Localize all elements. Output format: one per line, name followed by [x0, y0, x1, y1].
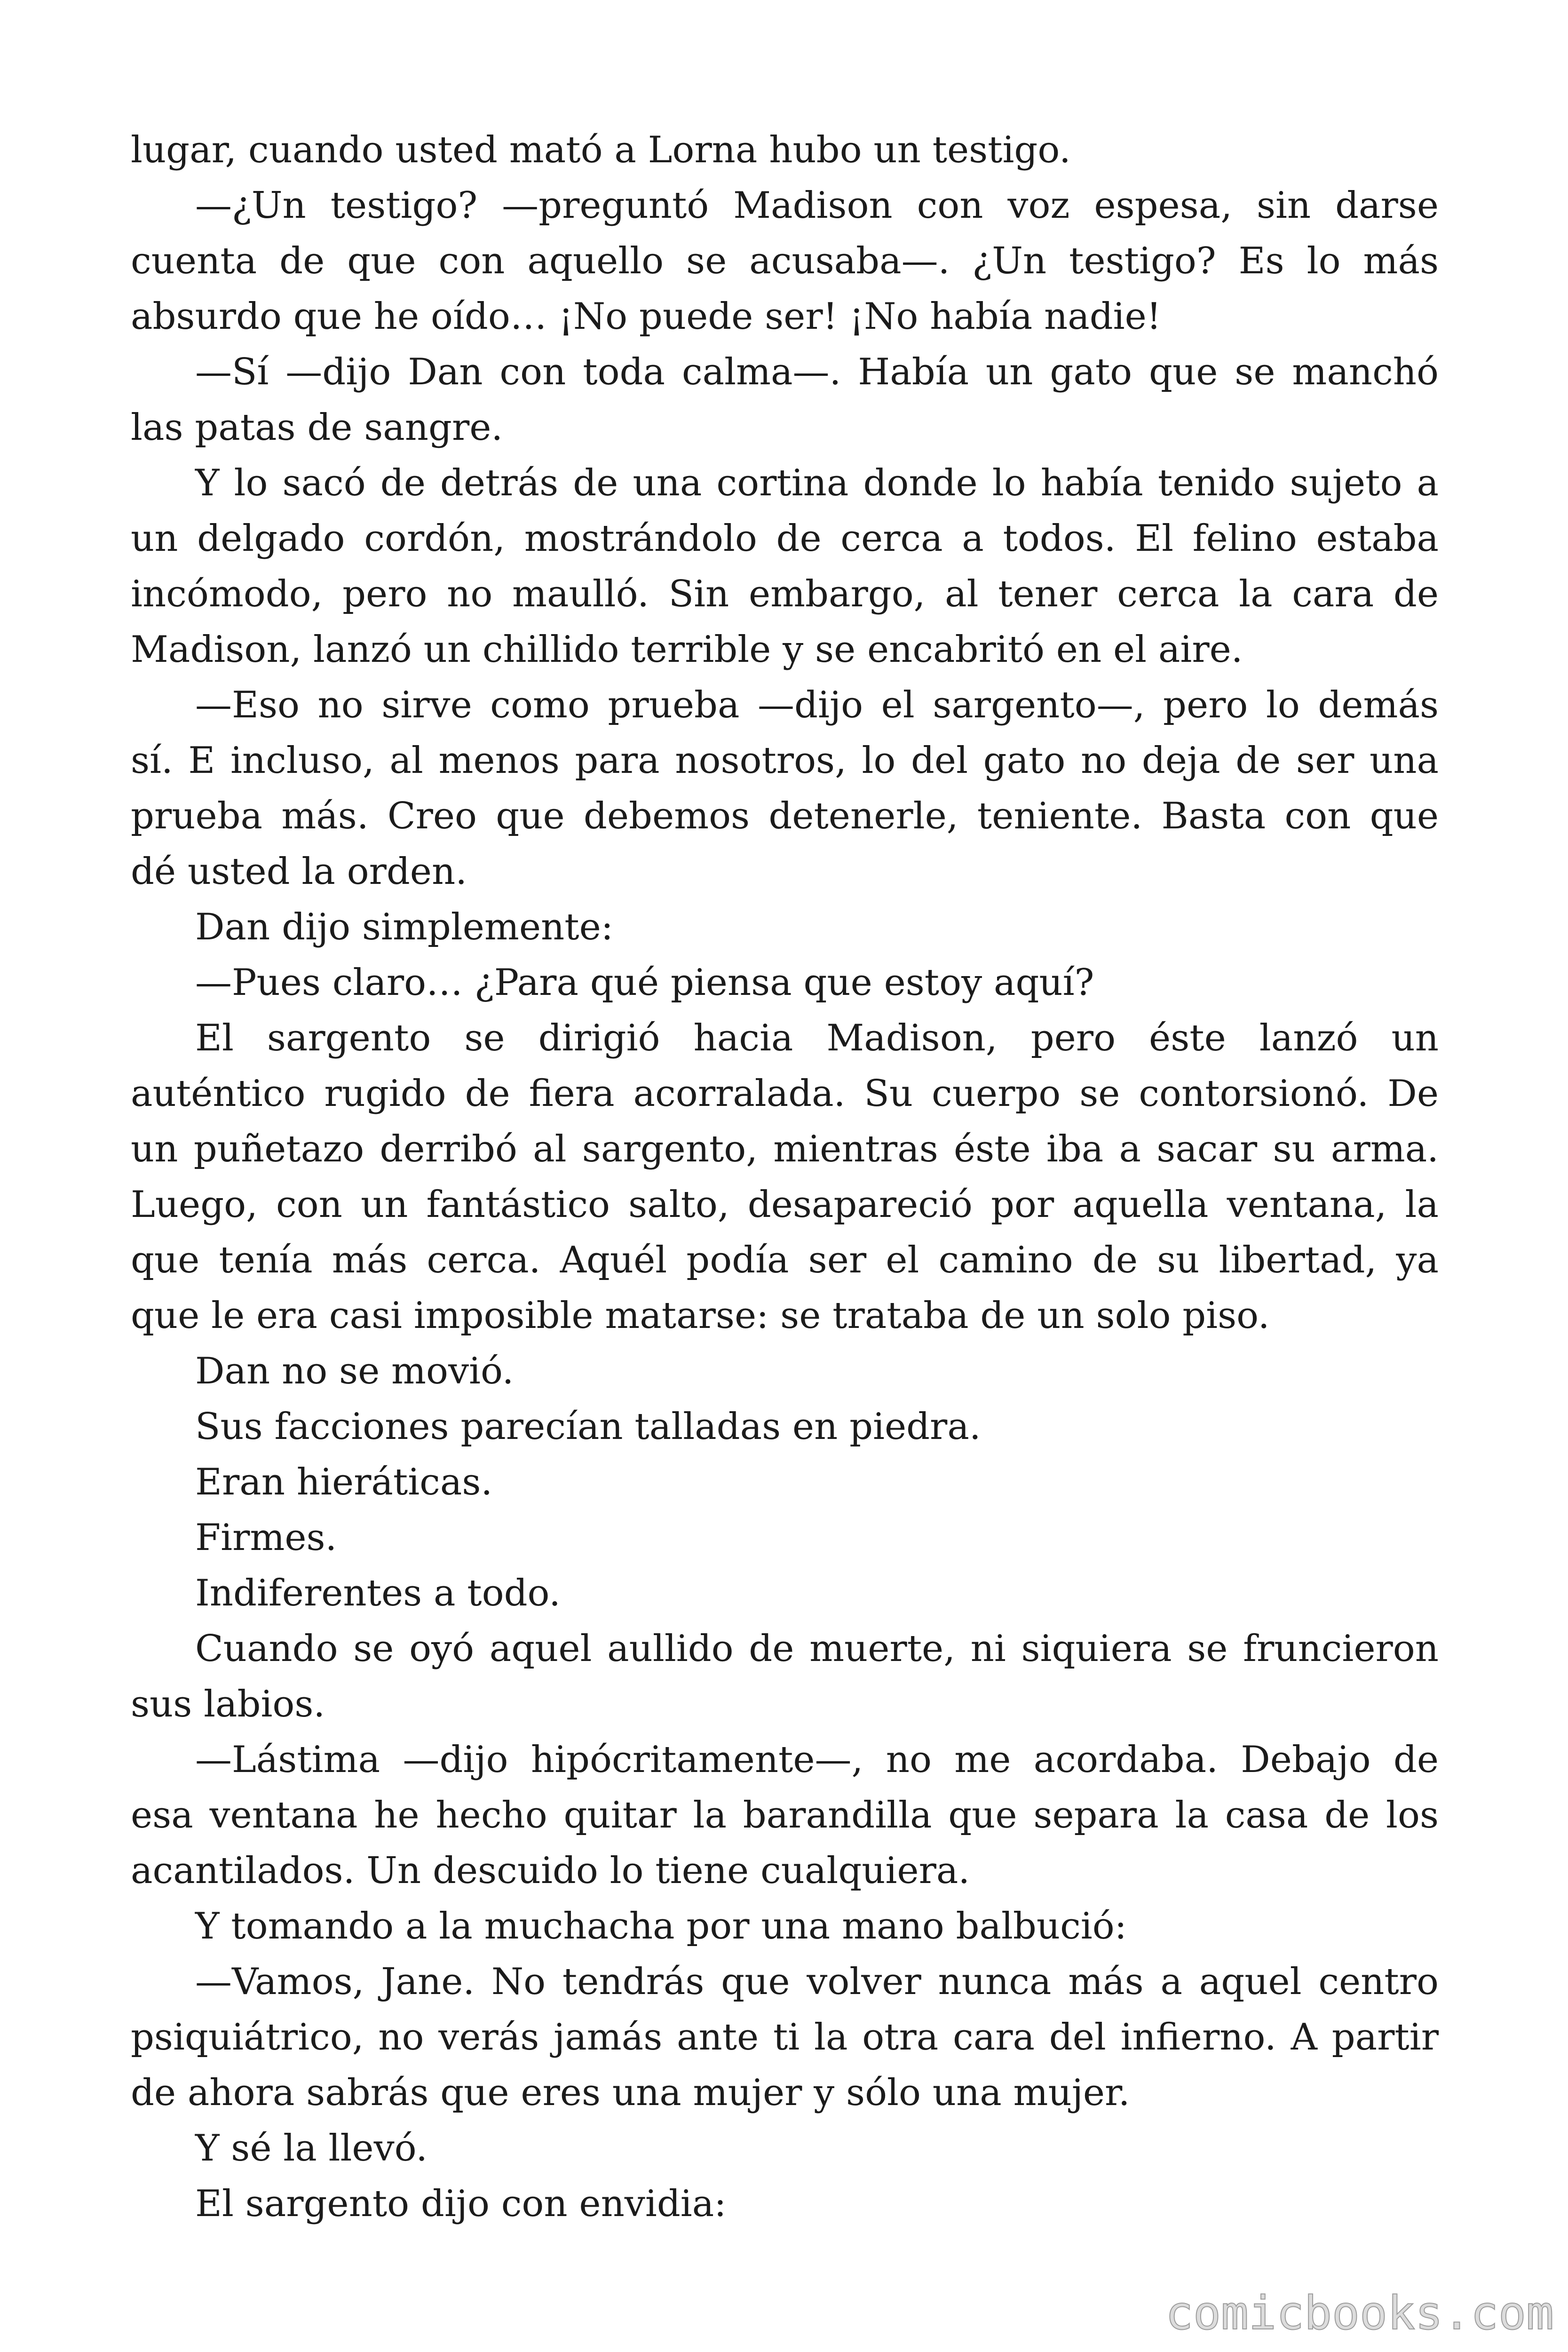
text-line: —Sí —dijo Dan con toda calma—. Había un gato que se manchó: [195, 351, 1439, 393]
text-line: —Pues claro… ¿Para qué piensa que estoy aquí?: [195, 961, 1094, 1004]
text-line: dé usted la orden.: [131, 850, 467, 893]
text-line: sí. E incluso, al menos para nosotros, lo del gato no deja de ser una: [131, 739, 1439, 782]
watermark: comicbooks.com: [1165, 2287, 1554, 2340]
paragraph: [131, 122, 1439, 178]
paragraph: [131, 2176, 1439, 2232]
text-line: —Eso no sirve como prueba —dijo el sargento—, pero lo demás: [195, 684, 1439, 726]
text-line: que le era casi imposible matarse: se trataba de un solo piso.: [131, 1295, 1270, 1337]
text-line: las patas de sangre.: [131, 406, 503, 449]
paragraph: [131, 2121, 1439, 2176]
paragraph: [131, 1954, 1439, 2121]
text-line: El sargento se dirigió hacia Madison, pero éste lanzó un: [195, 1017, 1439, 1059]
text-line: un puñetazo derribó al sargento, mientras éste iba a sacar su arma.: [131, 1128, 1439, 1170]
text-line: psiquiátrico, no verás jamás ante ti la otra cara del infierno. A partir: [131, 2016, 1439, 2058]
text-line: —Lástima —dijo hipócritamente—, no me acordaba. Debajo de: [195, 1739, 1439, 1781]
paragraph: [131, 1899, 1439, 1954]
text-line: esa ventana he hecho quitar la barandilla que separa la casa de los: [131, 1794, 1439, 1836]
paragraph: [131, 1732, 1439, 1899]
text-line: Firmes.: [195, 1517, 337, 1559]
text-line: prueba más. Creo que debemos detenerle, teniente. Basta con que: [131, 795, 1439, 837]
text-line: de ahora sabrás que eres una mujer y sólo una mujer.: [131, 2072, 1130, 2114]
text-line: El sargento dijo con envidia:: [195, 2183, 727, 2225]
paragraph: [131, 1454, 1439, 1510]
paragraph: [131, 1399, 1439, 1454]
text-line: incómodo, pero no maulló. Sin embargo, al tener cerca la cara de: [131, 573, 1439, 615]
text-line: Dan dijo simplemente:: [195, 906, 614, 948]
paragraph: [131, 1621, 1439, 1732]
text-line: —¿Un testigo? —preguntó Madison con voz espesa, sin darse: [195, 184, 1439, 227]
text-line: absurdo que he oído… ¡No puede ser! ¡No había nadie!: [131, 295, 1162, 338]
text-line: Cuando se oyó aquel aullido de muerte, ni siquiera se fruncieron: [195, 1628, 1439, 1670]
paragraph: [131, 677, 1439, 899]
text-line: auténtico rugido de fiera acorralada. Su cuerpo se contorsionó. De: [131, 1073, 1439, 1115]
text-line: —Vamos, Jane. No tendrás que volver nunca más a aquel centro: [195, 1961, 1439, 2003]
text-line: Luego, con un fantástico salto, desapareció por aquella ventana, la: [131, 1184, 1439, 1226]
text-line: Y sé la llevó.: [195, 2127, 428, 2169]
paragraph: [131, 955, 1439, 1010]
text-line: Y lo sacó de detrás de una cortina donde lo había tenido sujeto a: [195, 462, 1439, 504]
text-line: Dan no se movió.: [195, 1350, 514, 1392]
text-line: Sus facciones parecían talladas en piedra.: [195, 1406, 981, 1448]
body-text: [131, 122, 1439, 2232]
text-line: Indiferentes a todo.: [195, 1572, 561, 1614]
paragraph: [131, 178, 1439, 344]
paragraph: [131, 455, 1439, 677]
text-line: Madison, lanzó un chillido terrible y se encabritó en el aire.: [131, 628, 1243, 671]
text-line: que tenía más cerca. Aquél podía ser el camino de su libertad, ya: [131, 1239, 1439, 1281]
text-line: Eran hieráticas.: [195, 1461, 493, 1503]
text-line: lugar, cuando usted mató a Lorna hubo un testigo.: [131, 129, 1071, 171]
paragraph: [131, 899, 1439, 955]
text-line: Y tomando a la muchacha por una mano balbució:: [195, 1905, 1127, 1947]
paragraph: [131, 1343, 1439, 1399]
paragraph: [131, 344, 1439, 455]
paragraph: [131, 1565, 1439, 1621]
text-line: cuenta de que con aquello se acusaba—. ¿Un testigo? Es lo más: [131, 240, 1439, 282]
paragraph: [131, 1510, 1439, 1565]
text-line: acantilados. Un descuido lo tiene cualquiera.: [131, 1850, 970, 1892]
text-line: sus labios.: [131, 1683, 325, 1725]
paragraph: [131, 1010, 1439, 1343]
text-line: un delgado cordón, mostrándolo de cerca a todos. El felino estaba: [131, 517, 1439, 560]
